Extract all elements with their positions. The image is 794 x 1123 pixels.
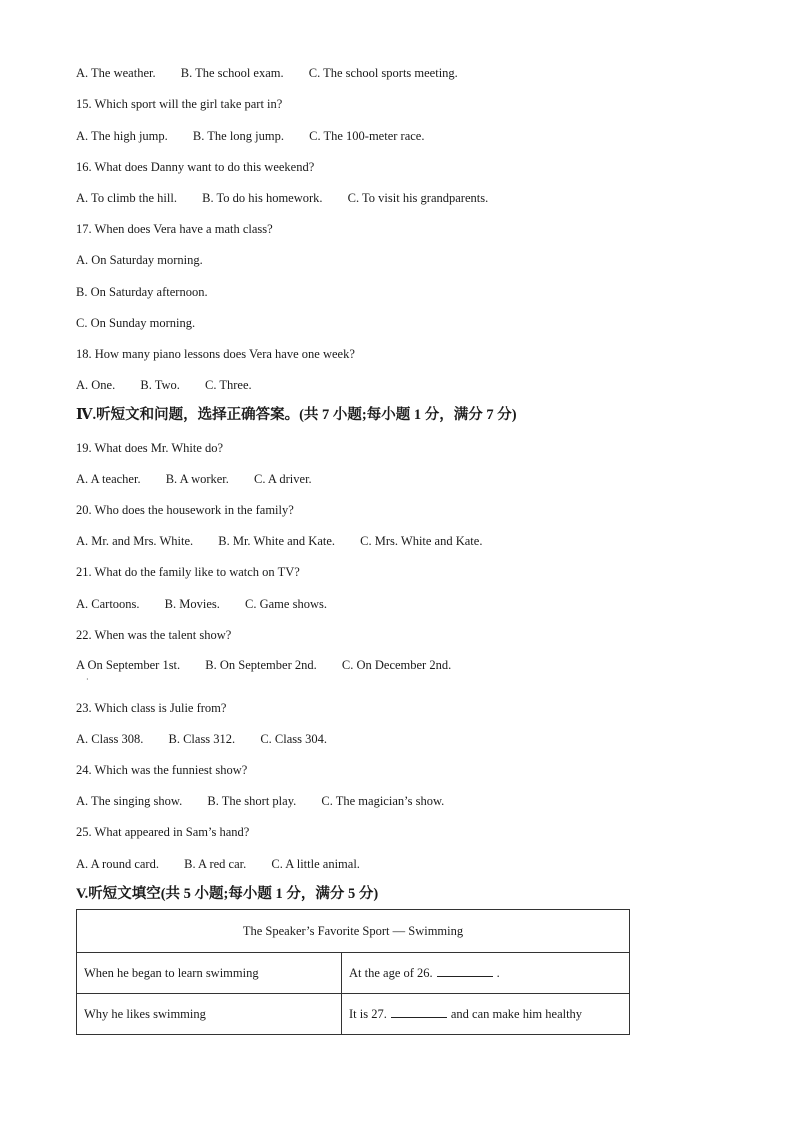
q22-option-b: B. On September 2nd.: [205, 658, 317, 672]
q20-option-b: B. Mr. White and Kate.: [218, 534, 336, 548]
q23-option-c: C. Class 304.: [260, 732, 327, 746]
row2-answer-cell: [342, 994, 630, 1035]
q25-question: 25. What appeared in Sam’s hand?: [76, 825, 250, 839]
q19-question: 19. What does Mr. White do?: [76, 441, 224, 455]
row1-answer-cell: [342, 953, 630, 994]
q24-options: [76, 793, 444, 809]
q23-option-b: B. Class 312.: [168, 732, 236, 746]
q15-option-b: B. The long jump.: [192, 129, 284, 143]
row2-suffix: and can make him healthy: [450, 1007, 583, 1021]
row2-label: Why he likes swimming: [77, 994, 342, 1035]
section-5-heading: V.听短文填空(共 5 小题;每小题 1 分，满分 5 分): [76, 886, 379, 902]
q22-options: [76, 657, 451, 673]
q25-option-a: A. A round card.: [76, 857, 159, 871]
q14-option-a: A. The weather.: [76, 66, 156, 80]
row1-prefix: At the age of 26.: [349, 966, 433, 980]
q25-option-b: B. A red car.: [184, 857, 247, 871]
q17-option-b: B. On Saturday afternoon.: [76, 285, 208, 299]
q21-question: 21. What do the family like to watch on TV?: [76, 565, 300, 579]
q24-option-a: A. The singing show.: [76, 794, 183, 808]
q22-option-a: A On September 1st.: [76, 658, 181, 672]
q21-options: [76, 596, 327, 612]
q20-options: [76, 533, 482, 549]
q15-option-c: C. The 100-meter race.: [309, 129, 425, 143]
q23-option-a: A. Class 308.: [76, 732, 144, 746]
answer-blank-27[interactable]: [391, 1006, 447, 1018]
q17-question: 17. When does Vera have a math class?: [76, 222, 273, 236]
q16-question: 16. What does Danny want to do this weekend?: [76, 160, 315, 174]
q19-option-b: B. A worker.: [165, 472, 229, 486]
stray-dot: ·: [86, 675, 89, 684]
q21-option-a: A. Cartoons.: [76, 597, 140, 611]
q18-option-c: C. Three.: [205, 378, 252, 392]
row1-suffix: .: [496, 966, 500, 980]
table-title: The Speaker’s Favorite Sport — Swimming: [77, 910, 630, 953]
q18-option-b: B. Two.: [140, 378, 180, 392]
q19-option-a: A. A teacher.: [76, 472, 141, 486]
q18-options: [76, 377, 252, 393]
q16-option-c: C. To visit his grandparents.: [347, 191, 489, 205]
q19-option-c: C. A driver.: [254, 472, 312, 486]
q14-option-c: C. The school sports meeting.: [308, 66, 458, 80]
q17-option-c: C. On Sunday morning.: [76, 316, 196, 330]
fill-in-table: [76, 909, 630, 1035]
q21-option-b: B. Movies.: [164, 597, 220, 611]
q24-option-b: B. The short play.: [207, 794, 297, 808]
q16-option-b: B. To do his homework.: [202, 191, 323, 205]
q14-option-b: B. The school exam.: [180, 66, 284, 80]
q22-option-c: C. On December 2nd.: [341, 658, 452, 672]
q24-question: 24. Which was the funniest show?: [76, 763, 248, 777]
q15-option-a: A. The high jump.: [76, 129, 168, 143]
section-4-heading: Ⅳ.听短文和问题，选择正确答案。(共 7 小题;每小题 1 分，满分 7 分): [76, 407, 517, 423]
q23-question: 23. Which class is Julie from?: [76, 701, 227, 715]
answer-blank-26[interactable]: [437, 965, 493, 977]
q21-option-c: C. Game shows.: [245, 597, 327, 611]
q25-option-c: C. A little animal.: [271, 857, 360, 871]
q25-options: [76, 856, 360, 872]
q14-options: [76, 65, 458, 81]
q20-option-c: C. Mrs. White and Kate.: [360, 534, 483, 548]
q22-question: 22. When was the talent show?: [76, 628, 232, 642]
q16-option-a: A. To climb the hill.: [76, 191, 177, 205]
q19-options: [76, 471, 312, 487]
q23-options: [76, 731, 327, 747]
q16-options: [76, 190, 488, 206]
q15-question: 15. Which sport will the girl take part in?: [76, 97, 283, 111]
q18-question: 18. How many piano lessons does Vera have one week?: [76, 347, 355, 361]
q20-option-a: A. Mr. and Mrs. White.: [76, 534, 194, 548]
row1-label: When he began to learn swimming: [77, 953, 342, 994]
q15-options: [76, 128, 424, 144]
q17-option-a: A. On Saturday morning.: [76, 253, 203, 267]
q24-option-c: C. The magician’s show.: [321, 794, 445, 808]
row2-prefix: It is 27.: [349, 1007, 387, 1021]
q20-question: 20. Who does the housework in the family?: [76, 503, 294, 517]
q18-option-a: A. One.: [76, 378, 116, 392]
table-row: [77, 953, 630, 994]
table-title-row: [77, 910, 630, 953]
table-row: [77, 994, 630, 1035]
